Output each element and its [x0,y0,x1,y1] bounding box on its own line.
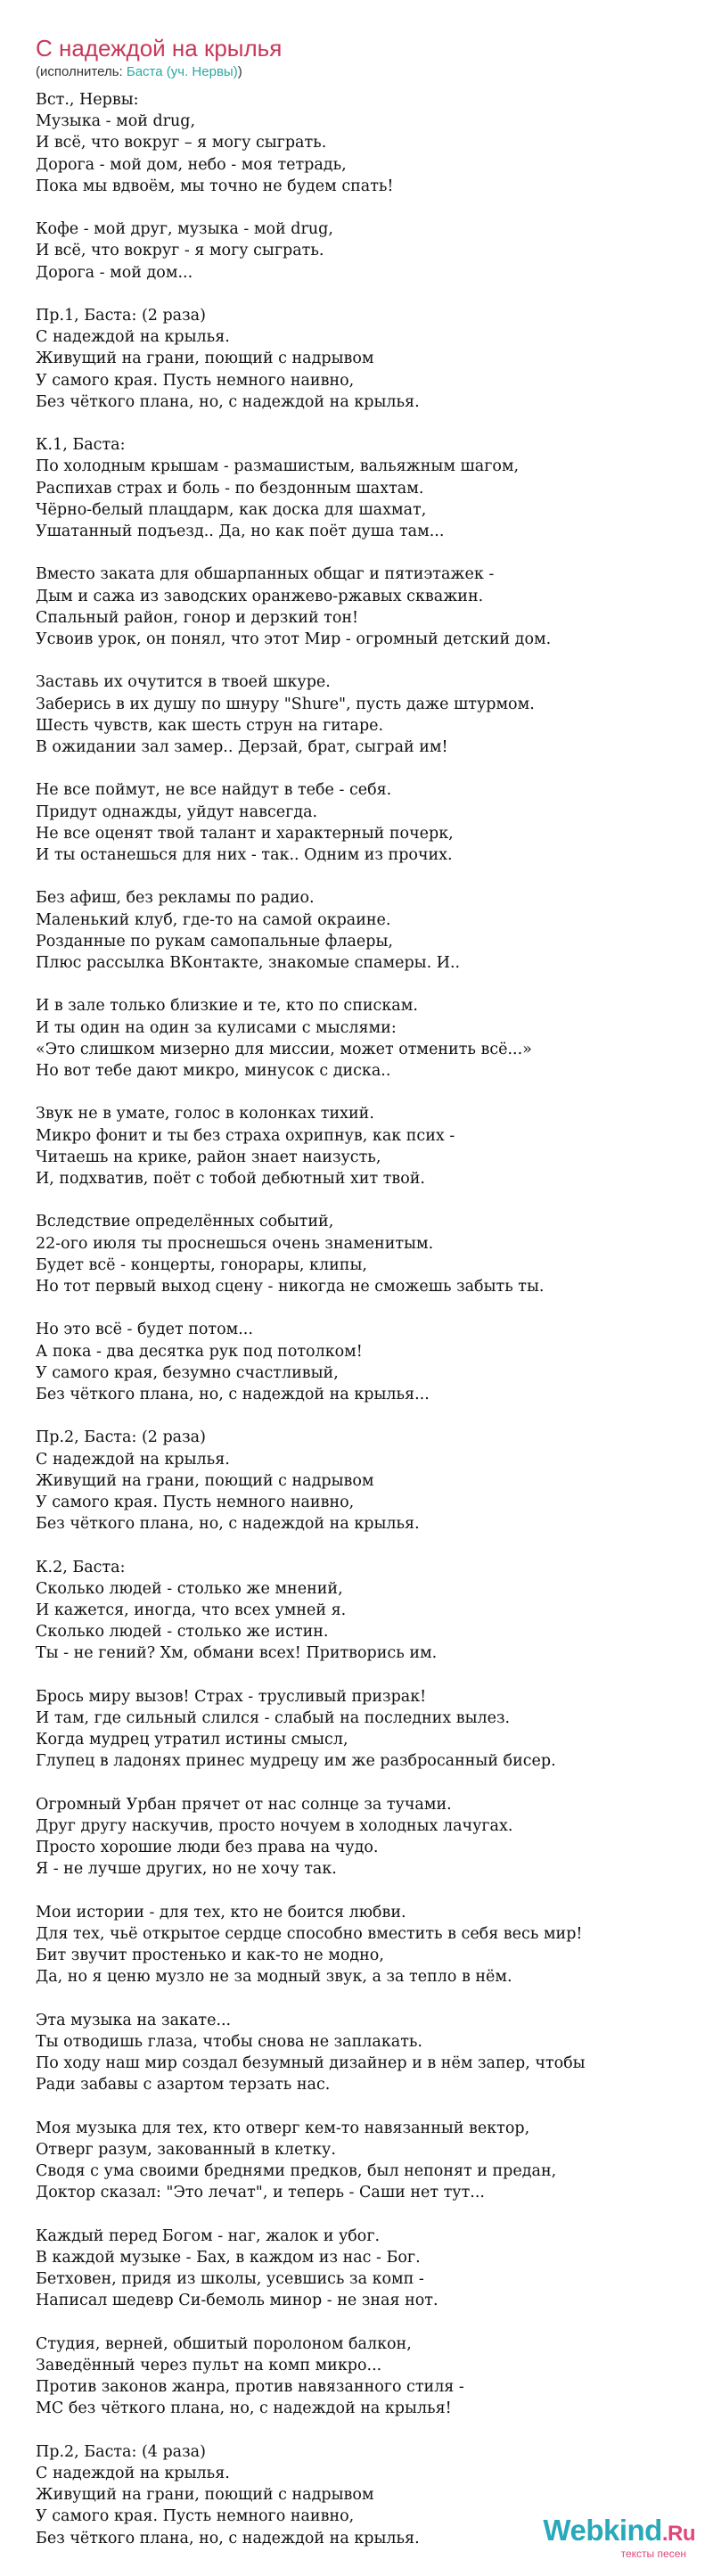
lyrics-line: В каждой музыке - Бах, в каждом из нас - Бог. [36,2249,421,2267]
lyrics-stanza [36,434,695,542]
lyrics-line: Живущий на грани, поющий с надрывом [36,2486,374,2505]
lyrics-stanza [36,564,695,650]
lyrics-line: МС без чёткого плана, но, с надеждой на крылья! [36,2399,452,2418]
lyrics-line: Дорога - мой дом... [36,263,193,282]
lyrics-line: Заберись в их душу по шнуру "Shure", пусть даже штурмом. [36,695,535,713]
site-logo[interactable] [508,2513,695,2560]
lyrics-stanza [36,2010,695,2096]
lyrics-line: Живущий на грани, поющий с надрывом [36,1471,374,1490]
lyrics-line: Сколько людей - столько же истин. [36,1623,329,1642]
lyrics-line: Без чёткого плана, но, с надеждой на крылья... [36,1386,430,1404]
lyrics-line: Написал шедевр Си-бемоль минор - не зная нот. [36,2292,438,2310]
lyrics-line: Но это всё - будет потом... [36,1321,253,1339]
lyrics-stanza [36,1794,695,1881]
lyrics-line: В ожидании зал замер.. Дерзай, брат, сыграй им! [36,738,448,757]
lyrics-line: Пока мы вдвоём, мы точно не будем спать! [36,177,394,195]
lyrics-line: Глупец в ладонях принес мудрецу им же разбросанный бисер. [36,1752,556,1771]
lyrics-stanza [36,1319,695,1405]
lyrics-line: К.2, Баста: [36,1558,126,1576]
lyrics-line: Живущий на грани, поющий с надрывом [36,350,374,368]
lyrics-stanza [36,218,695,284]
lyrics-line: Да, но я ценю музло не за модный звук, а за тепло в нём. [36,1968,512,1987]
lyrics-stanza [36,2333,695,2420]
lyrics-line: И ты останешься для них - так.. Одним из прочих. [36,846,453,865]
lyrics-line: «Это слишком мизерно для миссии, может отменить всё...» [36,1040,532,1058]
lyrics-line: К.1, Баста: [36,436,126,455]
lyrics-line: Ты - не гений? Хм, обмани всех! Притворись им. [36,1644,438,1663]
lyrics-stanza [36,1686,695,1773]
lyrics-line: Вследствие определённых событий, [36,1213,334,1231]
lyrics-line: Кофе - мой друг, музыка - мой drug, [36,220,333,239]
lyrics-line: Дорога - мой дом, небо - моя тетрадь, [36,155,347,174]
lyrics-line: Но тот первый выход сцену - никогда не сможешь забыть ты. [36,1278,545,1296]
lyrics-stanza [36,1557,695,1665]
logo-brand: Webkind [543,2514,662,2547]
lyrics-line: Микро фонит и ты без страха охрипнув, как псих - [36,1126,455,1145]
lyrics-line: Бит звучит простенько и как-то не модно, [36,1946,384,1965]
lyrics-line: И кажется, иногда, что всех умней я. [36,1601,347,1620]
lyrics-line: Без афиш, без рекламы по радио. [36,889,315,908]
lyrics-line: Эта музыка на закате... [36,2011,232,2029]
lyrics-line: По ходу наш мир создал безумный дизайнер и в нём запер, чтобы [36,2054,586,2073]
lyrics-line: Без чёткого плана, но, с надеждой на крылья. [36,1515,420,1534]
lyrics-line: Не все оценят твой талант и характерный почерк, [36,824,454,843]
lyrics-line: У самого края. Пусть немного наивно, [36,2507,355,2526]
lyrics-body [36,89,695,2571]
lyrics-line: У самого края. Пусть немного наивно, [36,371,355,390]
lyrics-line: Вст., Нервы: [36,91,139,109]
lyrics-line: Спальный район, гонор и дерзкий тон! [36,608,359,627]
lyrics-line: Сводя с ума своими бреднями предков, был непонят и предан, [36,2162,557,2181]
lyrics-line: С надеждой на крылья. [36,328,230,347]
lyrics-line: И в зале только близкие и те, кто по спискам. [36,997,418,1016]
lyrics-line: И ты один на один за кулисами с мыслями: [36,1018,397,1037]
lyrics-line: Ушатанный подъезд.. Да, но как поёт душа там... [36,523,445,541]
lyrics-line: Мои истории - для тех, кто не боится любви. [36,1903,406,1922]
lyrics-line: Бетховен, придя из школы, усевшись за комп - [36,2270,424,2289]
performer-link-basta[interactable]: Баста [126,64,163,79]
lyrics-line: Будет всё - концерты, гонорары, клипы, [36,1255,367,1274]
lyrics-line: Сколько людей - столько же мнений, [36,1579,343,1598]
lyrics-line: Дым и сажа из заводских оранжево-ржавых скважин. [36,587,484,605]
lyrics-line: Маленький клуб, где-то на самой окраине. [36,910,391,929]
lyrics-line: Без чёткого плана, но, с надеждой на крылья. [36,2529,420,2547]
lyrics-line: С надеждой на крылья. [36,2465,230,2483]
lyrics-line: Усвоив урок, он понял, что этот Мир - огромный детский дом. [36,630,552,649]
lyrics-line: Заставь их очутится в твоей шкуре. [36,673,331,692]
lyrics-line: Ради забавы с азартом терзать нас. [36,2076,331,2095]
lyrics-line: Распихав страх и боль - по бездонным шахтам. [36,479,424,498]
performer-link-nervy[interactable]: (уч. Нервы) [166,64,238,79]
lyrics-line: Но вот тебе дают микро, минусок с диска.. [36,1062,391,1081]
lyrics-line: Не все поймут, не все найдут в тебе - себя. [36,781,392,800]
lyrics-line: Просто хорошие люди без права на чудо. [36,1839,379,1857]
lyrics-line: Придут однажды, уйдут навсегда. [36,802,318,821]
lyrics-line: Чёрно-белый плацдарм, как доска для шахмат, [36,500,427,519]
lyrics-line: С надеждой на крылья. [36,1450,230,1469]
lyrics-line: Каждый перед Богом - наг, жалок и убог. [36,2226,381,2245]
lyrics-stanza [36,887,695,974]
logo-wordmark [543,2513,695,2552]
lyrics-stanza [36,89,695,197]
lyrics-stanza [36,1427,695,1535]
lyrics-line: Вместо заката для обшарпанных общаг и пятиэтажек - [36,565,495,584]
lyrics-line: 22-ого июля ты проснешься очень знаменитым. [36,1234,434,1253]
lyrics-line: Брось миру вызов! Страх - трусливый призрак! [36,1687,427,1706]
lyrics-stanza [36,305,695,413]
page-title: С надеждой на крылья [36,35,283,62]
lyrics-line: А пока - два десятка рук под потолком! [36,1342,363,1361]
lyrics-line: И всё, что вокруг - я могу сыграть. [36,242,324,260]
lyrics-line: Шесть чувств, как шесть струн на гитаре. [36,716,384,735]
lyrics-stanza [36,1902,695,1988]
logo-tagline: тексты песен [620,2547,686,2560]
lyrics-line: Моя музыка для тех, кто отверг кем-то навязанный вектор, [36,2119,530,2137]
lyrics-line: Студия, верней, обшитый поролоном балкон, [36,2334,412,2353]
lyrics-line: Читаешь на крике, район знает наизусть, [36,1148,381,1166]
lyrics-stanza [36,995,695,1082]
lyrics-line: Пр.2, Баста: (4 раза) [36,2442,206,2461]
lyrics-line: И всё, что вокруг – я могу сыграть. [36,134,327,152]
performer-line [36,64,242,80]
lyrics-stanza [36,2118,695,2204]
lyrics-line: Пр.2, Баста: (2 раза) [36,1428,206,1447]
lyrics-line: Розданные по рукам самопальные флаеры, [36,932,393,951]
lyrics-line: Плюс рассылка ВКонтакте, знакомые спамеры. И.. [36,954,461,973]
performer-prefix: (исполнитель: [36,64,127,79]
lyrics-stanza [36,1211,695,1297]
lyrics-line: Против законов жанра, против навязанного стиля - [36,2378,464,2397]
lyrics-line: По холодным крышам - размашистым, вальяжным шагом, [36,457,520,476]
lyrics-line: И там, где сильный слился - слабый на последних вылез. [36,1709,511,1728]
lyrics-stanza [36,779,695,866]
lyrics-line: У самого края, безумно счастливый, [36,1363,339,1382]
lyrics-line: Заведённый через пульт на комп микро... [36,2357,382,2375]
lyrics-line: У самого края. Пусть немного наивно, [36,1494,355,1512]
lyrics-line: Ты отводишь глаза, чтобы снова не заплакать. [36,2033,422,2052]
lyrics-line: Пр.1, Баста: (2 раза) [36,307,206,325]
lyrics-stanza [36,2226,695,2312]
lyrics-line: Без чёткого плана, но, с надеждой на крылья. [36,392,420,411]
lyrics-line: Огромный Урбан прячет от нас солнце за тучами. [36,1795,452,1814]
lyrics-line: Для тех, чьё открытое сердце способно вместить в себя весь мир! [36,1925,583,1944]
performer-suffix: ) [237,64,242,79]
lyrics-stanza [36,671,695,758]
lyrics-line: И, подхватив, поёт с тобой дебютный хит твой. [36,1170,425,1189]
lyrics-line: Когда мудрец утратил истины смысл, [36,1731,348,1749]
lyrics-line: Друг другу наскучив, просто ночуем в холодных лачугах. [36,1817,513,1836]
lyrics-line: Отверг разум, закованный в клетку. [36,2141,336,2160]
lyrics-line: Доктор сказал: "Это лечат", и теперь - Саши нет тут... [36,2184,485,2202]
lyrics-line: Я - не лучше других, но не хочу так. [36,1860,337,1879]
logo-tld: .Ru [661,2522,695,2546]
lyrics-line: Звук не в умате, голос в колонках тихий. [36,1105,374,1123]
lyrics-line: Музыка - мой drug, [36,112,196,131]
lyrics-stanza [36,1103,695,1189]
